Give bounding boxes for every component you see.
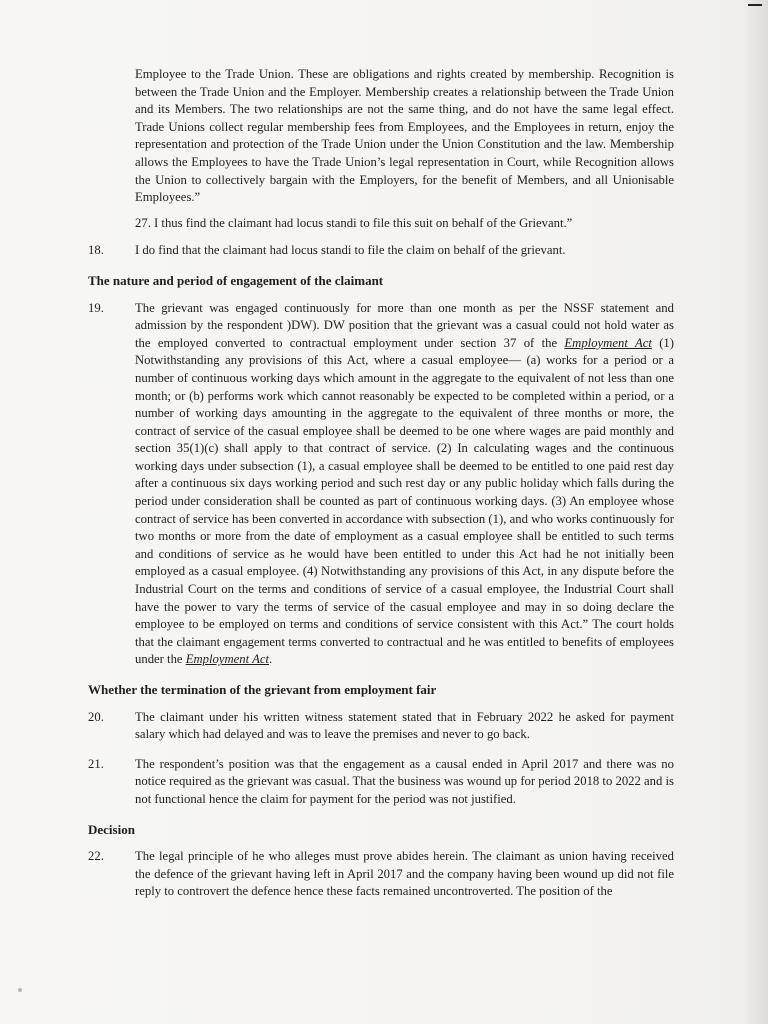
paragraph-21 [88,756,674,809]
paragraph-20-number: 20. [88,709,104,724]
paragraph-18-number: 18. [88,243,104,258]
paragraph-19-number: 19. [88,300,104,315]
employment-act-link-1[interactable]: Employment Act [564,335,652,350]
scan-dot [18,988,22,992]
paragraph-18 [88,242,674,260]
paragraph-20 [88,709,674,744]
paragraph-19-text-start: The grievant was engaged continuously for more than one month as per the NSSF statement and admission by the respondent )DW). DW position that the grievant was a casual could not hold water as the employed converted to contractual employment under section 37 of the [135,300,674,350]
quoted-block-paragraph-1: Employee to the Trade Union. These are obligations and rights created by membership. Recognition is between the Trade Union and the Employer. Membership creates a relationship between the Trade Union and its Members. The two relationships are not the same thing, and do not have the same legal effect. Trade Unions collect regular membership fees from Employees, and the Employees in return, enjoy the representation and protection of the Trade Union under the Union Constitution and the law. Membership allows the Employees to have the Trade Union’s legal representation in Court, while Recognition allows the Union to collectively bargain with the Employers, for the benefit of Members, and all Unionisable Employees.” [135,67,674,205]
paragraph-19-text-end: . [269,652,273,667]
paragraph-22 [88,848,674,901]
page-edge-shadow [742,0,768,1024]
employment-act-link-2[interactable]: Employment Act [185,652,270,667]
top-right-mark [748,4,762,6]
section-heading-termination: Whether the termination of the grievant from employment fair [88,682,437,697]
section-heading-decision: Decision [88,821,135,837]
paragraph-19-text-middle: (1) Notwithstanding any provisions of this Act, where a casual employee— (a) works for a period or a number of continuous working days which amount in the aggregate to the equivalent of not less than one month; or (b) performs work which cannot reasonably be expected to be completed within a period, or a number of working days amounting in the aggregate to the equivalent of three months or more, the contract of service of the casual employee shall be deemed to be one where wages are paid monthly and section 35(1)(c) shall apply to that contract of service. (2) In calculating wages and the continuous working days under subsection (1), a casual employee shall be deemed to be entitled to one paid rest day after a continuous six days working period and such rest day or any public holiday which falls during the period under consideration shall be counted as part of continuous working days. (3) An employee whose contract of service has been converted in accordance with subsection (1), and who works continuously for two months or more from the date of employment as a casual employee shall be entitled to such terms and conditions of service as he would have been entitled to under this Act had he not initially been employed as a casual employee. (4) Notwithstanding any provisions of this Act, in any dispute before the Industrial Court on the terms and conditions of service of a casual employee, the Industrial Court shall have the power to vary the terms of service of the casual employee and may in so doing declare the employee to be employed on terms and conditions of service consistent with this Act.” The court holds that the claimant engagement terms converted to contractual and he was entitled to benefits of employees under the [135,335,674,667]
quoted-block-paragraph-2: 27. I thus find the claimant had locus standi to file this suit on behalf of the Grievant.” [135,215,573,230]
paragraph-19-text [135,300,674,669]
paragraph-21-number: 21. [88,756,104,771]
section-heading-nature: The nature and period of engagement of the claimant [88,272,384,288]
paragraph-18-text: I do find that the claimant had locus standi to file the claim on behalf of the grievant. [135,243,566,258]
paragraph-20-text: The claimant under his written witness statement stated that in February 2022 he asked for payment salary which had delayed and was to leave the premises and never to go back. [135,709,674,742]
paragraph-22-text: The legal principle of he who alleges must prove abides herein. The claimant as union having received the defence of the grievant having left in April 2017 and the company having been wound up did not file reply to controvert the defence hence these facts remained uncontroverted. The position of the [135,849,674,899]
paragraph-21-text: The respondent’s position was that the engagement as a causal ended in April 2017 and there was no notice required as the grievant was casual. That the business was wound up for period 2018 to 2022 and is not functional hence the claim for payment for the period was not justified. [135,756,674,806]
document-content [88,66,674,901]
paragraph-19 [88,300,674,669]
paragraph-22-number: 22. [88,849,104,864]
